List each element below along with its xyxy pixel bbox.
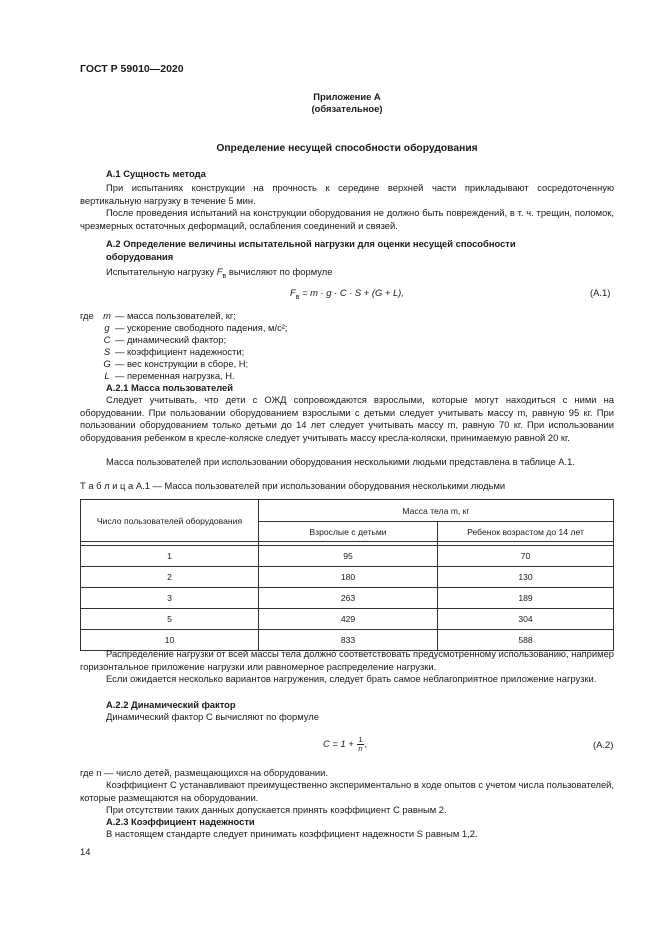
section-a1-p1: При испытаниях конструкции на прочность к середине верхней части прикладывают сосредоточенную вертикальную нагрузку в течение 5 мин. xyxy=(80,182,614,206)
variable-symbol: m xyxy=(103,310,111,321)
formula-a2: C = 1 + $\frac{1}{n}$ , xyxy=(323,735,368,754)
formula-a2-number: (А.2) xyxy=(593,739,614,750)
section-a23-p1: В настоящем стандарте следует принимать коэффициент надежности S равным 1,2. xyxy=(106,828,478,839)
formula-a1-number: (А.1) xyxy=(590,287,611,298)
variable-item xyxy=(101,346,244,358)
variable-description: — вес конструкции в сборе, Н; xyxy=(115,358,249,369)
table-cell: 3 xyxy=(81,588,259,609)
formula-a1: $F_в = m \cdot g \cdot C \cdot S + (G + L)$, xyxy=(290,287,404,301)
section-a1-p2: После проведения испытаний на конструкции оборудования не должно быть повреждений, в т. ч. трещин, поломок, чрезмерных остаточных деформаций, ослабления соединений и связей. xyxy=(80,207,614,231)
table-header-col2: Взрослые с детьми xyxy=(259,522,438,542)
section-a21-heading: А.2.1 Масса пользователей xyxy=(106,382,234,393)
table-cell: 1 xyxy=(81,546,259,567)
table-cell: 588 xyxy=(438,630,614,651)
data-table xyxy=(80,499,614,651)
table-cell: 2 xyxy=(81,567,259,588)
table-row xyxy=(81,609,614,630)
after-table-p1: Распределение нагрузки от всей массы тела должно соответствовать предусмотренному использованию, например горизонтальное приложение нагрузки или равномерное распределение нагрузки. xyxy=(80,648,614,672)
table-cell: 180 xyxy=(259,567,438,588)
section-a2-heading: А.2 Определение величины испытательной нагрузки для оценки несущей способности оборудования xyxy=(106,238,516,262)
table-cell: 304 xyxy=(438,609,614,630)
table-body xyxy=(81,546,614,651)
variable-description: — переменная нагрузка, Н. xyxy=(115,370,235,381)
variable-item xyxy=(101,322,288,334)
section-a22-heading: А.2.2 Динамический фактор xyxy=(106,699,236,710)
table-cell: 95 xyxy=(259,546,438,567)
variable-description: — коэффициент надежности; xyxy=(115,346,245,357)
table-row xyxy=(81,567,614,588)
table-cell: 189 xyxy=(438,588,614,609)
after-table-p2: Если ожидается несколько вариантов нагружения, следует брать самое неблагоприятное приложение нагрузки. xyxy=(106,673,597,684)
table-cell: 70 xyxy=(438,546,614,567)
variable-description: — ускорение свободного падения, м/с²; xyxy=(115,322,288,333)
table-cell: 833 xyxy=(259,630,438,651)
main-title: Определение несущей способности оборудования xyxy=(216,143,478,154)
table-row xyxy=(81,588,614,609)
table-cell: 130 xyxy=(438,567,614,588)
section-a23-heading: А.2.3 Коэффициент надежности xyxy=(106,816,255,827)
variable-item xyxy=(101,334,226,346)
section-a22-p1: Коэффициент C устанавливают преимущественно экспериментально в ходе опытов с учетом числа пользователей, которые размещаются на оборудовании. xyxy=(80,779,614,803)
where-label: где xyxy=(80,310,94,321)
variable-symbol: L xyxy=(104,370,110,381)
variable-item xyxy=(101,370,235,382)
section-a21-p1: Следует учитывать, что дети с ОЖД сопровождаются взрослыми, которые могут находиться с ними на оборудовании. При пользовании оборудованием взрослыми с детьми следует учитывать массу m, равную 95 кг. При пользовании оборудованием только детьми до 14 лет следует учитывать массу m, равную 70 кг. При использовании оборудования ребенком в кресле-коляске следует учитывать массу кресла-коляски, принимаемую равной 20 кг. xyxy=(80,394,614,443)
section-a2-intro: Испытательную нагрузку $F_в$ вычисляют по формуле xyxy=(106,266,333,280)
section-a22-intro: Динамический фактор C вычисляют по формуле xyxy=(106,711,319,722)
document-header: ГОСТ Р 59010—2020 xyxy=(80,63,184,75)
variable-item xyxy=(101,310,236,322)
table-cell: 429 xyxy=(259,609,438,630)
appendix-subtitle: (обязательное) xyxy=(311,103,383,114)
table-header-col1: Число пользователей оборудования xyxy=(81,500,259,542)
table-header-col3: Ребенок возрастом до 14 лет xyxy=(438,522,614,542)
variable-symbol: G xyxy=(103,358,111,369)
table-cell: 10 xyxy=(81,630,259,651)
table-cell: 263 xyxy=(259,588,438,609)
section-a22-p2: При отсутствии таких данных допускается принять коэффициент C равным 2. xyxy=(106,804,447,815)
table-row xyxy=(81,546,614,567)
variable-description: — динамический фактор; xyxy=(115,334,227,345)
variable-description: — масса пользователей, кг; xyxy=(115,310,236,321)
variable-symbol: S xyxy=(103,346,111,357)
table-caption: Т а б л и ц а А.1 — Масса пользователей при использовании оборудования несколькими людьми xyxy=(80,480,506,491)
variable-symbol: g xyxy=(104,322,110,333)
page-number: 14 xyxy=(80,846,91,857)
appendix-title: Приложение А xyxy=(313,91,381,102)
variable-item xyxy=(101,358,248,370)
section-a21-p2: Масса пользователей при использовании оборудования несколькими людьми представлена в таблице А.1. xyxy=(106,456,575,467)
section-a1-heading: А.1 Сущность метода xyxy=(106,168,206,179)
variable-symbol: C xyxy=(103,334,111,345)
table-cell: 5 xyxy=(81,609,259,630)
table-header-group: Масса тела m, кг xyxy=(259,500,614,522)
section-a22-where: где n — число детей, размещающихся на оборудовании. xyxy=(80,767,328,778)
